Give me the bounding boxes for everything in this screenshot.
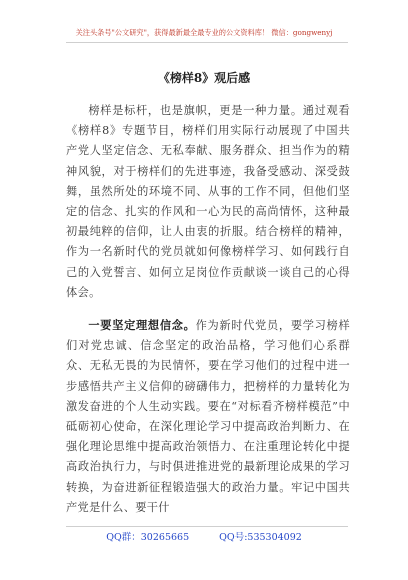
document-title: 《榜样8》观后感 (157, 71, 251, 85)
paragraph-ideals (66, 315, 350, 518)
header-divider (66, 42, 348, 43)
paragraph-text: 榜样是标杆，也是旗帜，更是一种力量。通过观看《榜样8》专题节目，榜样们用实际行动展现了中国共产党人坚定信念、无私奉献、服务群众、担当作为的精神风貌，对于榜样们的先进事迹，我备受感动、深受鼓舞，虽然所处的环境不同、从事的工作不同，但他们坚定的信念、扎实的作风和一心为民的高尚情怀，这种最初最纯粹的信仰，让人由衷的折服。结合榜样的精神，作为一名新时代的党员就如何像榜样学习、如何践行自己的入党誓言、如何立足岗位作贡献谈一谈自己的心得体会。 (66, 104, 350, 299)
header-banner: 关注头条号"公文研究"，获得最新最全最专业的公文资料库！ 微信：gongwenyj (75, 28, 333, 37)
footer (0, 532, 408, 544)
document-body (66, 100, 350, 518)
paragraph-lead: 一要坚定理想信念。 (88, 318, 196, 333)
paragraph-text: 作为新时代党员，要学习榜样们对党忠诚、信念坚定的政治品格，学习他们心系群众、无私无畏的为民情怀，要在学习他们的过程中进一步感悟共产主义信仰的磅礴伟力，把榜样的力量转化为激发奋进的个人生动实践。要在“对标看齐榜样模范”中砥砺初心使命，在深化理论学习中提高政治判断力、在强化理论思维中提高政治领悟力、在注重理论转化中提高政治执行力，与时俱进推进党的最新理论成果的学习转换，为奋进新征程锻造强大的政治力量。牢记中国共产党是什么、要干什 (66, 319, 350, 514)
footer-divider (66, 526, 348, 527)
footer-qq-number: QQ号:535304092 (219, 532, 302, 543)
paragraph-intro (66, 100, 350, 303)
footer-qq-group: QQ群：30265665 (106, 532, 190, 543)
